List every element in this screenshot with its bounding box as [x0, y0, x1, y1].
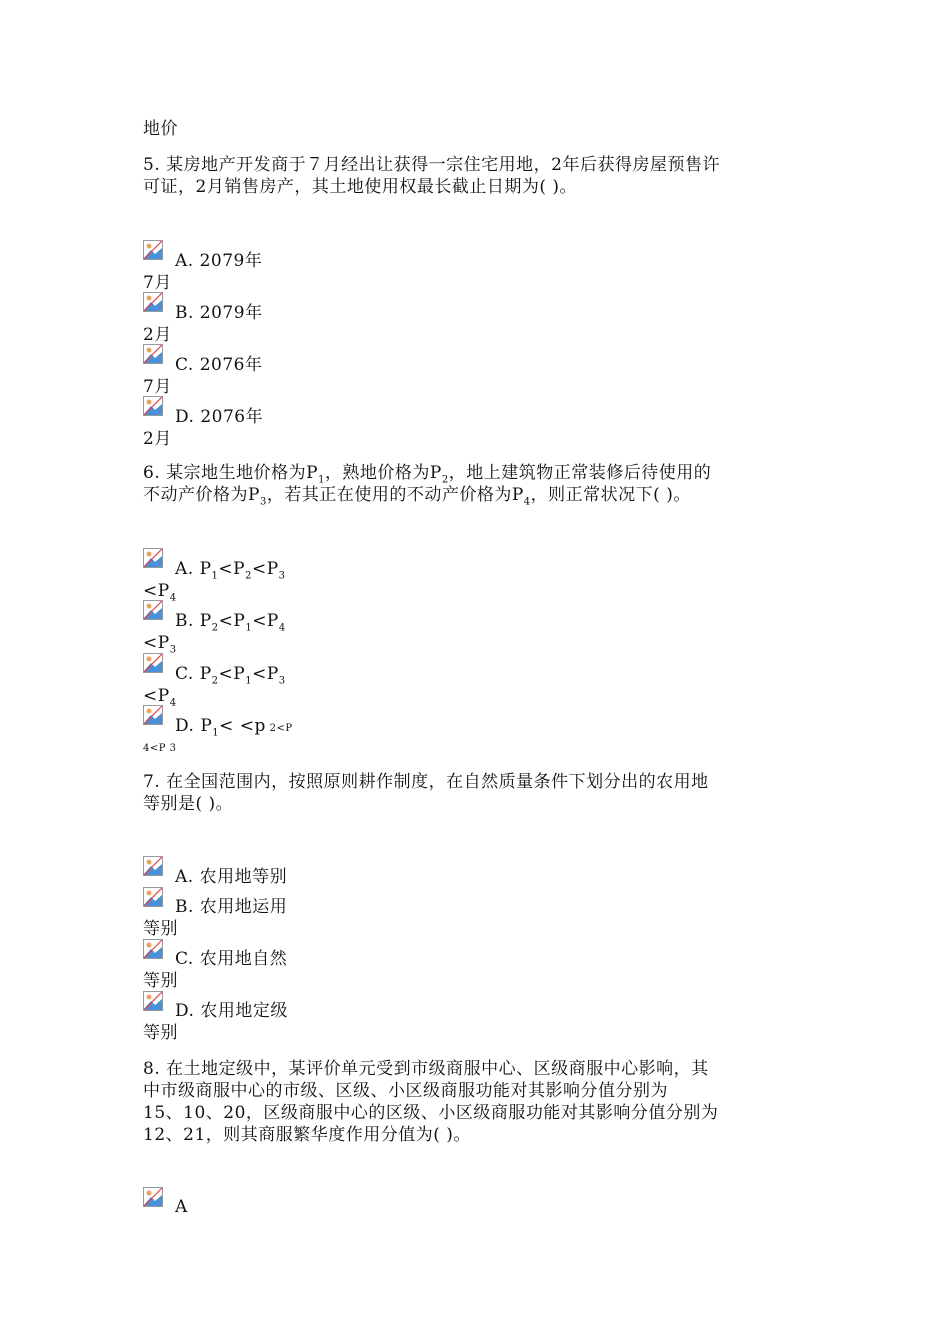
option-d-continued: 等别 — [143, 1023, 178, 1043]
option-d-label: D. 农用地定级 — [175, 1001, 288, 1021]
option-a-continued: 7月 — [143, 273, 172, 293]
broken-image-icon — [143, 939, 163, 959]
option-c-continued: 7月 — [143, 377, 172, 397]
broken-image-icon — [143, 240, 163, 260]
option-a-label: A. 农用地等别 — [175, 867, 288, 887]
broken-image-icon — [143, 856, 163, 876]
question-6-line-2: 不动产价格为$P_3$，若其正在使用的不动产价格为$P_4$，则正常状况下( )。 — [143, 485, 691, 508]
continuation-text: 地价 — [143, 119, 178, 139]
option-a-label: A — [175, 1197, 188, 1217]
option-b-label: B. 2079年 — [175, 303, 263, 323]
broken-image-icon — [143, 991, 163, 1011]
question-8-line-2: 中市级商服中心的市级、区级、小区级商服功能对其影响分值分别为 — [143, 1081, 668, 1101]
question-5-line-2: 可证，2月销售房产，其土地使用权最长截止日期为( )。 — [143, 177, 577, 197]
option-a-label: A. 2079年 — [175, 251, 263, 271]
broken-image-icon — [143, 344, 163, 364]
option-b-continued: 2月 — [143, 325, 172, 345]
broken-image-icon — [143, 292, 163, 312]
option-c-label: C. $P_2<P_1<P_3$ — [175, 664, 286, 687]
broken-image-icon — [143, 396, 163, 416]
question-8-line-4: 12、21，则其商服繁华度作用分值为( )。 — [143, 1125, 471, 1145]
option-a-label: A. $P_1<P_2<P_3$ — [175, 559, 286, 582]
option-d-label: D. $P_1< <p$ 2<P — [175, 716, 293, 739]
option-a-continued: $<P_4$ — [143, 581, 177, 604]
broken-image-icon — [143, 653, 163, 673]
broken-image-icon — [143, 548, 163, 568]
question-7-line-1: 7. 在全国范围内，按照原则耕作制度，在自然质量条件下划分出的农用地 — [143, 772, 709, 792]
option-c-label: C. 农用地自然 — [175, 949, 288, 969]
broken-image-icon — [143, 887, 163, 907]
broken-image-icon — [143, 1187, 163, 1207]
option-d-continued: 4<P 3 — [143, 743, 177, 754]
option-c-continued: $<P_4$ — [143, 686, 177, 709]
option-b-label: B. $P_2<P_1<P_4$ — [175, 611, 286, 634]
option-d-continued: 2月 — [143, 429, 172, 449]
option-c-continued: 等别 — [143, 971, 178, 991]
question-7-line-2: 等别是( )。 — [143, 794, 234, 814]
option-b-label: B. 农用地运用 — [175, 897, 288, 917]
option-d-label: D. 2076年 — [175, 407, 264, 427]
broken-image-icon — [143, 600, 163, 620]
option-b-continued: $<P_3$ — [143, 633, 177, 656]
question-8-line-3: 15、10、20，区级商服中心的区级、小区级商服功能对其影响分值分别为 — [143, 1103, 719, 1123]
option-c-label: C. 2076年 — [175, 355, 263, 375]
question-6-line-1: 6. 某宗地生地价格为$P_1$，熟地价格为$P_2$，地上建筑物正常装修后待使用的 — [143, 463, 712, 486]
option-b-continued: 等别 — [143, 919, 178, 939]
question-5-line-1: 5. 某房地产开发商于７月经出让获得一宗住宅用地，2年后获得房屋预售许 — [143, 155, 720, 175]
broken-image-icon — [143, 705, 163, 725]
question-8-line-1: 8. 在土地定级中，某评价单元受到市级商服中心、区级商服中心影响，其 — [143, 1059, 709, 1079]
